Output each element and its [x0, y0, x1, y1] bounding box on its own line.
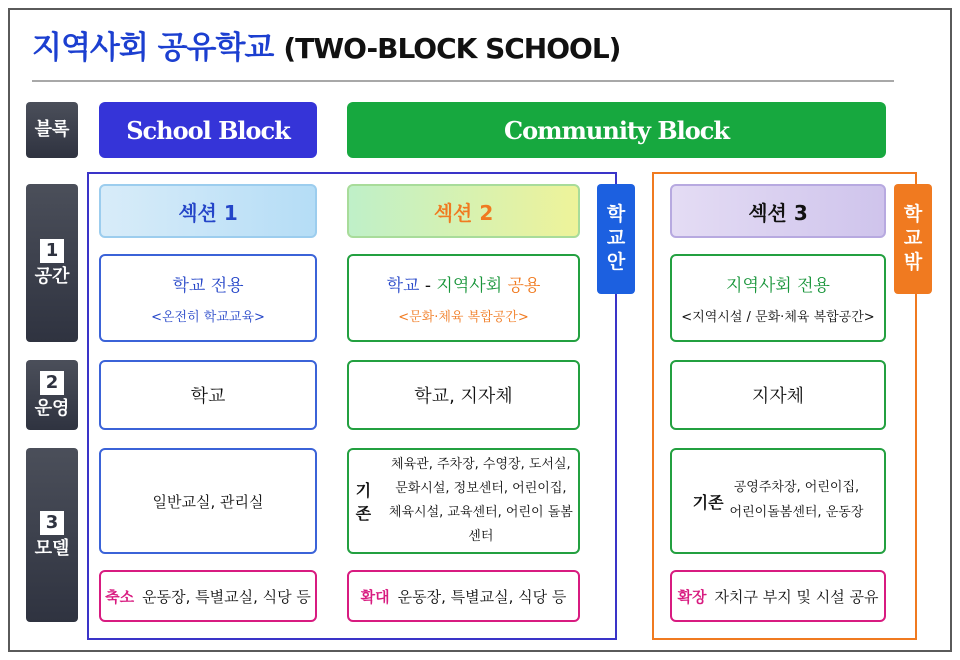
section-3-model [670, 448, 886, 554]
title-korean: 지역사회 공유학교 [32, 30, 274, 66]
section-3-extra-text: 자치구 부지 및 시설 공유 [714, 587, 879, 606]
section-1-space-title: 학교 전용 [172, 276, 244, 296]
outside-tab-char: 교 [903, 227, 923, 250]
section-3-space-title: 지역사회 전용 [726, 276, 830, 296]
section-3-model-label: 기존 [692, 492, 724, 512]
row-label-block [26, 102, 78, 158]
row-label-block-text: 블록 [34, 118, 70, 140]
section-3-model-lines [730, 476, 864, 525]
section-2-model-line: 체육시설, 교육센터, 어린이 돌봄센터 [388, 505, 573, 545]
section-1-model-extra [99, 570, 317, 622]
section-1-space [99, 254, 317, 342]
inside-tab-char: 교 [606, 227, 626, 250]
section-2-model-lines [384, 453, 578, 549]
section-3-model-line: 공영주차장, 어린이집, [733, 480, 860, 496]
section-2-space-title [387, 271, 541, 296]
section-2-space-sub: <문화·체육 복합공간> [398, 310, 529, 325]
section-2-model-extra [347, 570, 580, 622]
section-3-model-line: 어린이돌봄센터, 운동장 [729, 505, 864, 520]
inside-tab-char: 학 [606, 203, 626, 226]
page-title [32, 22, 620, 67]
school-block-header: School Block [99, 102, 317, 158]
section-2-space-title-a: 학교 [386, 276, 420, 296]
section-2-model-line: 문화시설, 정보센터, 어린이집, [395, 480, 567, 496]
title-divider [32, 80, 894, 82]
section-3-extra-label: 확장 [677, 587, 707, 606]
section-1-extra-label: 축소 [105, 587, 135, 606]
section-1-model-text: 일반교실, 관리실 [152, 492, 264, 511]
row-label-operation-text: 운영 [34, 397, 70, 419]
section-2-model-label: 기존 [355, 481, 372, 523]
section-2-space-title-c: 공용 [502, 276, 541, 296]
section-3-header: 섹션 3 [670, 184, 886, 238]
section-1-space-sub: <온전히 학교교육> [151, 310, 265, 325]
section-2-model [347, 448, 580, 554]
section-3-model-extra [670, 570, 886, 622]
outside-tab-char: 밖 [903, 250, 923, 273]
outside-tab-char: 학 [903, 203, 923, 226]
section-2-extra-label: 확대 [360, 587, 390, 606]
section-3-space-sub: <지역시설 / 문화·체육 복합공간> [681, 310, 875, 325]
row-label-operation [26, 360, 78, 430]
section-1-extra-text: 운동장, 특별교실, 식당 등 [142, 587, 311, 606]
section-2-operation: 학교, 지자체 [347, 360, 580, 430]
row-label-space-num: 1 [40, 239, 64, 263]
section-2-header: 섹션 2 [347, 184, 580, 238]
section-2-model-line: 체육관, 주차장, 수영장, 도서실, [391, 456, 571, 472]
section-2-extra-text: 운동장, 특별교실, 식당 등 [397, 587, 567, 606]
section-1-model [99, 448, 317, 554]
row-label-space-text: 공간 [34, 265, 70, 287]
section-1-header: 섹션 1 [99, 184, 317, 238]
row-label-model-text: 모델 [34, 537, 70, 559]
row-label-operation-num: 2 [40, 371, 64, 395]
row-label-model [26, 448, 78, 622]
title-english: (TWO-BLOCK SCHOOL) [283, 32, 621, 65]
outside-school-tab [894, 184, 932, 294]
row-label-space [26, 184, 78, 342]
inside-tab-char: 안 [606, 250, 626, 273]
community-block-header: Community Block [347, 102, 886, 158]
section-2-space [347, 254, 580, 342]
section-3-operation: 지자체 [670, 360, 886, 430]
section-1-operation: 학교 [99, 360, 317, 430]
section-3-space [670, 254, 886, 342]
row-label-model-num: 3 [40, 511, 64, 535]
section-2-space-title-dash: - [419, 276, 437, 296]
section-2-space-title-b: 지역사회 [436, 276, 503, 296]
inside-school-tab [597, 184, 635, 294]
